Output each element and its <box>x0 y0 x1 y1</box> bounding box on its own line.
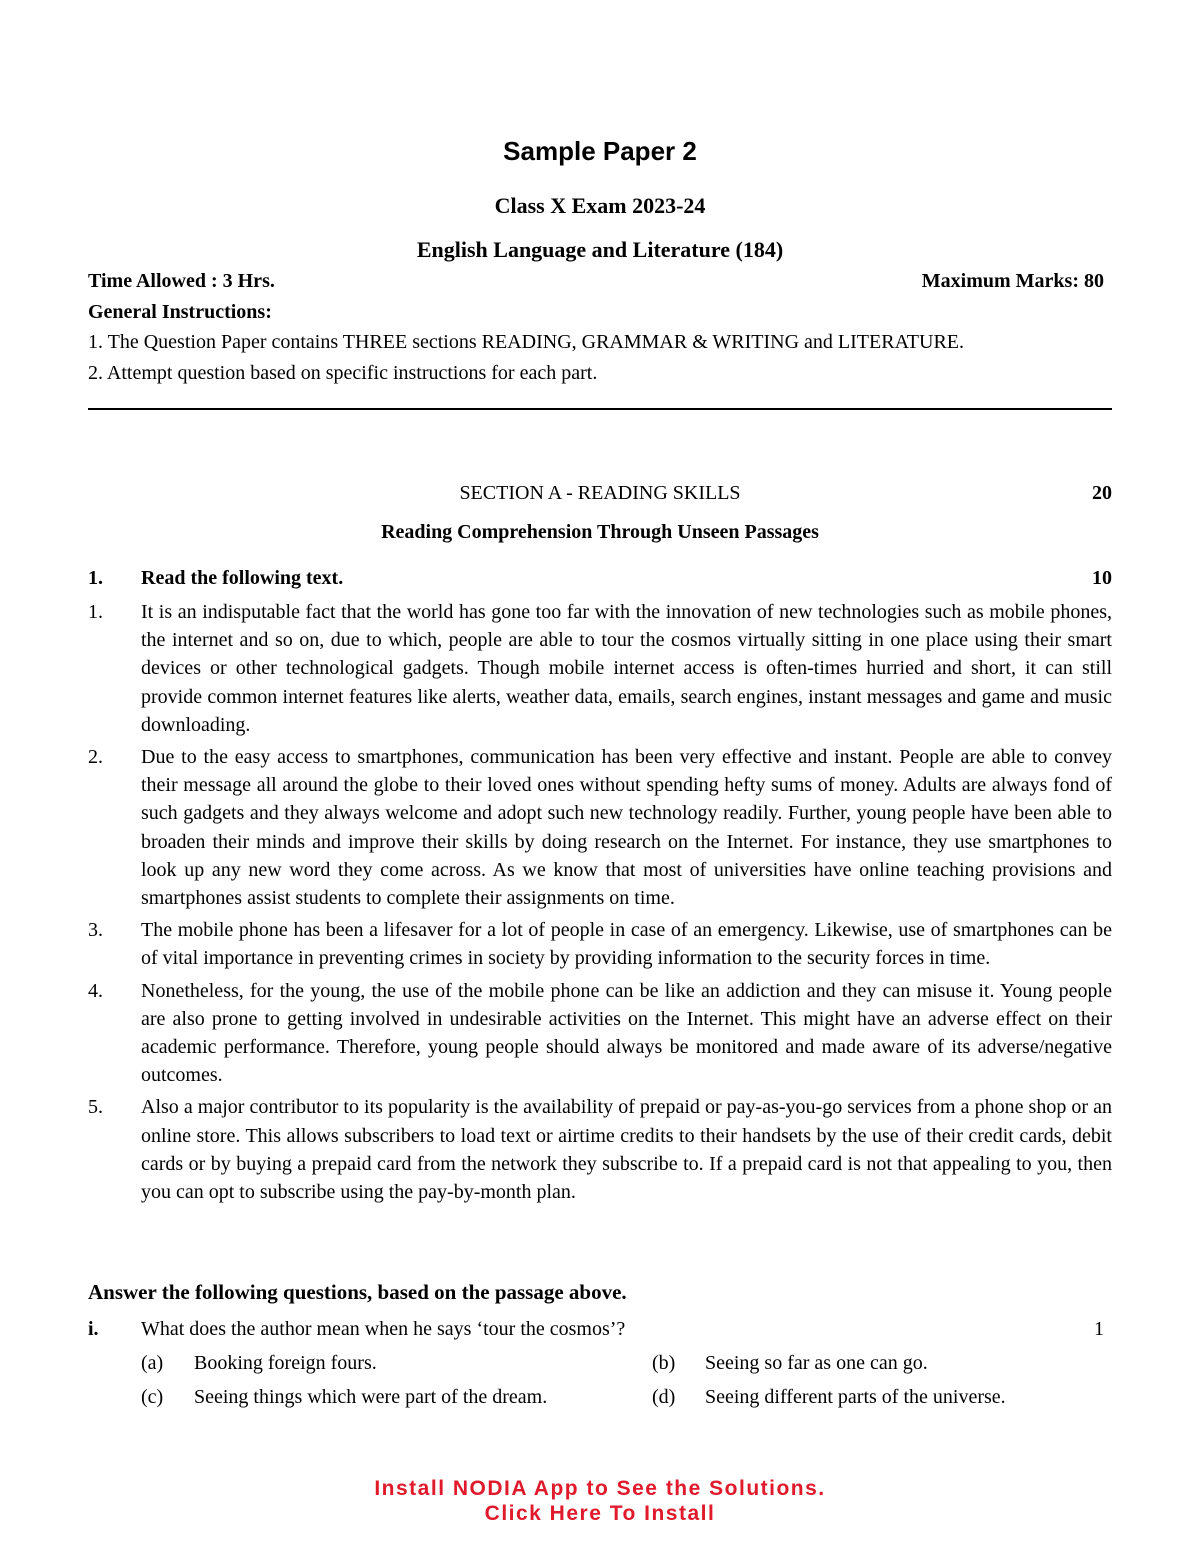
passage-paragraph <box>88 598 1112 739</box>
question-marks: 10 <box>1092 567 1112 589</box>
option-label: (a) <box>141 1352 164 1374</box>
paragraph-text: Nonetheless, for the young, the use of the mobile phone can be like an addiction and they can misuse it. Young people are also prone to getting involved in undesirable activities on the Internet. This might have an adverse effect on their academic performance. Therefore, young people should always be monitored and made aware of its adverse/negative outcomes. <box>141 979 1112 1087</box>
option-text: Booking foreign fours. <box>194 1352 377 1374</box>
instruction-item: 2. Attempt question based on specific instructions for each part. <box>88 362 598 384</box>
paragraph-number: 1. <box>88 601 103 623</box>
instruction-item: 1. The Question Paper contains THREE sections READING, GRAMMAR & WRITING and LITERATURE. <box>88 331 965 353</box>
header-divider <box>88 408 1112 410</box>
passage <box>88 598 1112 1210</box>
subject-line: English Language and Literature (184) <box>416 237 784 262</box>
option-text: Seeing different parts of the universe. <box>705 1386 1006 1408</box>
section-marks: 20 <box>1092 482 1112 504</box>
paragraph-text: Due to the easy access to smartphones, communication has been very effective and instant. People are able to convey their message all around the globe to their loved ones without spending hefty sums of money. Adults are always fond of such gadgets and they always welcome and adopt such new technology readily. Further, young people have been able to broaden their minds and improve their skills by doing research on the Internet. For instance, they use smartphones to look up any new word they come across. As we know that most of universities have online teaching provisions and smartphones assist students to complete their assignments on time. <box>141 746 1112 910</box>
paragraph-number: 2. <box>88 746 103 769</box>
section-title: SECTION A - READING SKILLS <box>459 482 741 504</box>
section-subtitle: Reading Comprehension Through Unseen Passages <box>381 521 819 543</box>
option-label: (c) <box>141 1386 164 1408</box>
maximum-marks: Maximum Marks: 80 <box>921 270 1104 292</box>
class-line: Class X Exam 2023-24 <box>494 193 706 218</box>
question-number: 1. <box>88 567 103 589</box>
answer-heading: Answer the following questions, based on the passage above. <box>88 1280 627 1304</box>
paragraph-text: It is an indisputable fact that the world has gone too far with the innovation of new technologies such as mobile phones, the internet and so on, due to which, people are able to tour the cosmos virtually sitting in one place using their smart devices or other technological gadgets. Though mobile internet access is often-times hurried and short, it can still provide common internet features like alerts, weather data, emails, search engines, instant messages and game and music downloading. <box>141 601 1112 736</box>
question-instruction: Read the following text. <box>141 567 344 589</box>
paragraph-number: 3. <box>88 919 103 942</box>
option-label: (b) <box>652 1352 676 1374</box>
time-allowed: Time Allowed : 3 Hrs. <box>88 270 275 292</box>
passage-paragraph <box>88 977 1112 1090</box>
question-i-text: What does the author mean when he says ‘tour the cosmos’? <box>141 1318 626 1340</box>
install-app-promo[interactable]: Install NODIA App to See the Solutions. <box>374 1477 826 1500</box>
question-i-marks: 1 <box>1094 1318 1104 1340</box>
paragraph-number: 4. <box>88 979 103 1002</box>
paragraph-number: 5. <box>88 1096 103 1119</box>
paragraph-text: The mobile phone has been a lifesaver for a lot of people in case of an emergency. Likewise, use of smartphones can be of vital importance in preventing crimes in society by providing information to the security forces in time. <box>141 919 1112 970</box>
option-text: Seeing things which were part of the dream. <box>194 1386 548 1408</box>
meta-row <box>88 270 1104 293</box>
general-instructions-heading: General Instructions: <box>88 301 272 323</box>
passage-paragraph <box>88 1093 1112 1206</box>
option-text: Seeing so far as one can go. <box>705 1352 928 1374</box>
question-i-number: i. <box>88 1318 99 1340</box>
paragraph-text: Also a major contributor to its popularity is the availability of prepaid or pay-as-you-go services from a phone shop or an online store. This allows subscribers to load text or airtime credits to their handsets by the use of their credit cards, debit cards or by buying a prepaid card from the network they subscribe to. If a prepaid card is not that appealing to you, then you can opt to subscribe using the pay-by-month plan. <box>141 1096 1112 1204</box>
option-label: (d) <box>652 1386 676 1408</box>
passage-paragraph <box>88 743 1112 912</box>
paper-title: Sample Paper 2 <box>503 136 697 166</box>
click-to-install-link[interactable]: Click Here To Install <box>484 1502 716 1525</box>
passage-paragraph <box>88 916 1112 972</box>
